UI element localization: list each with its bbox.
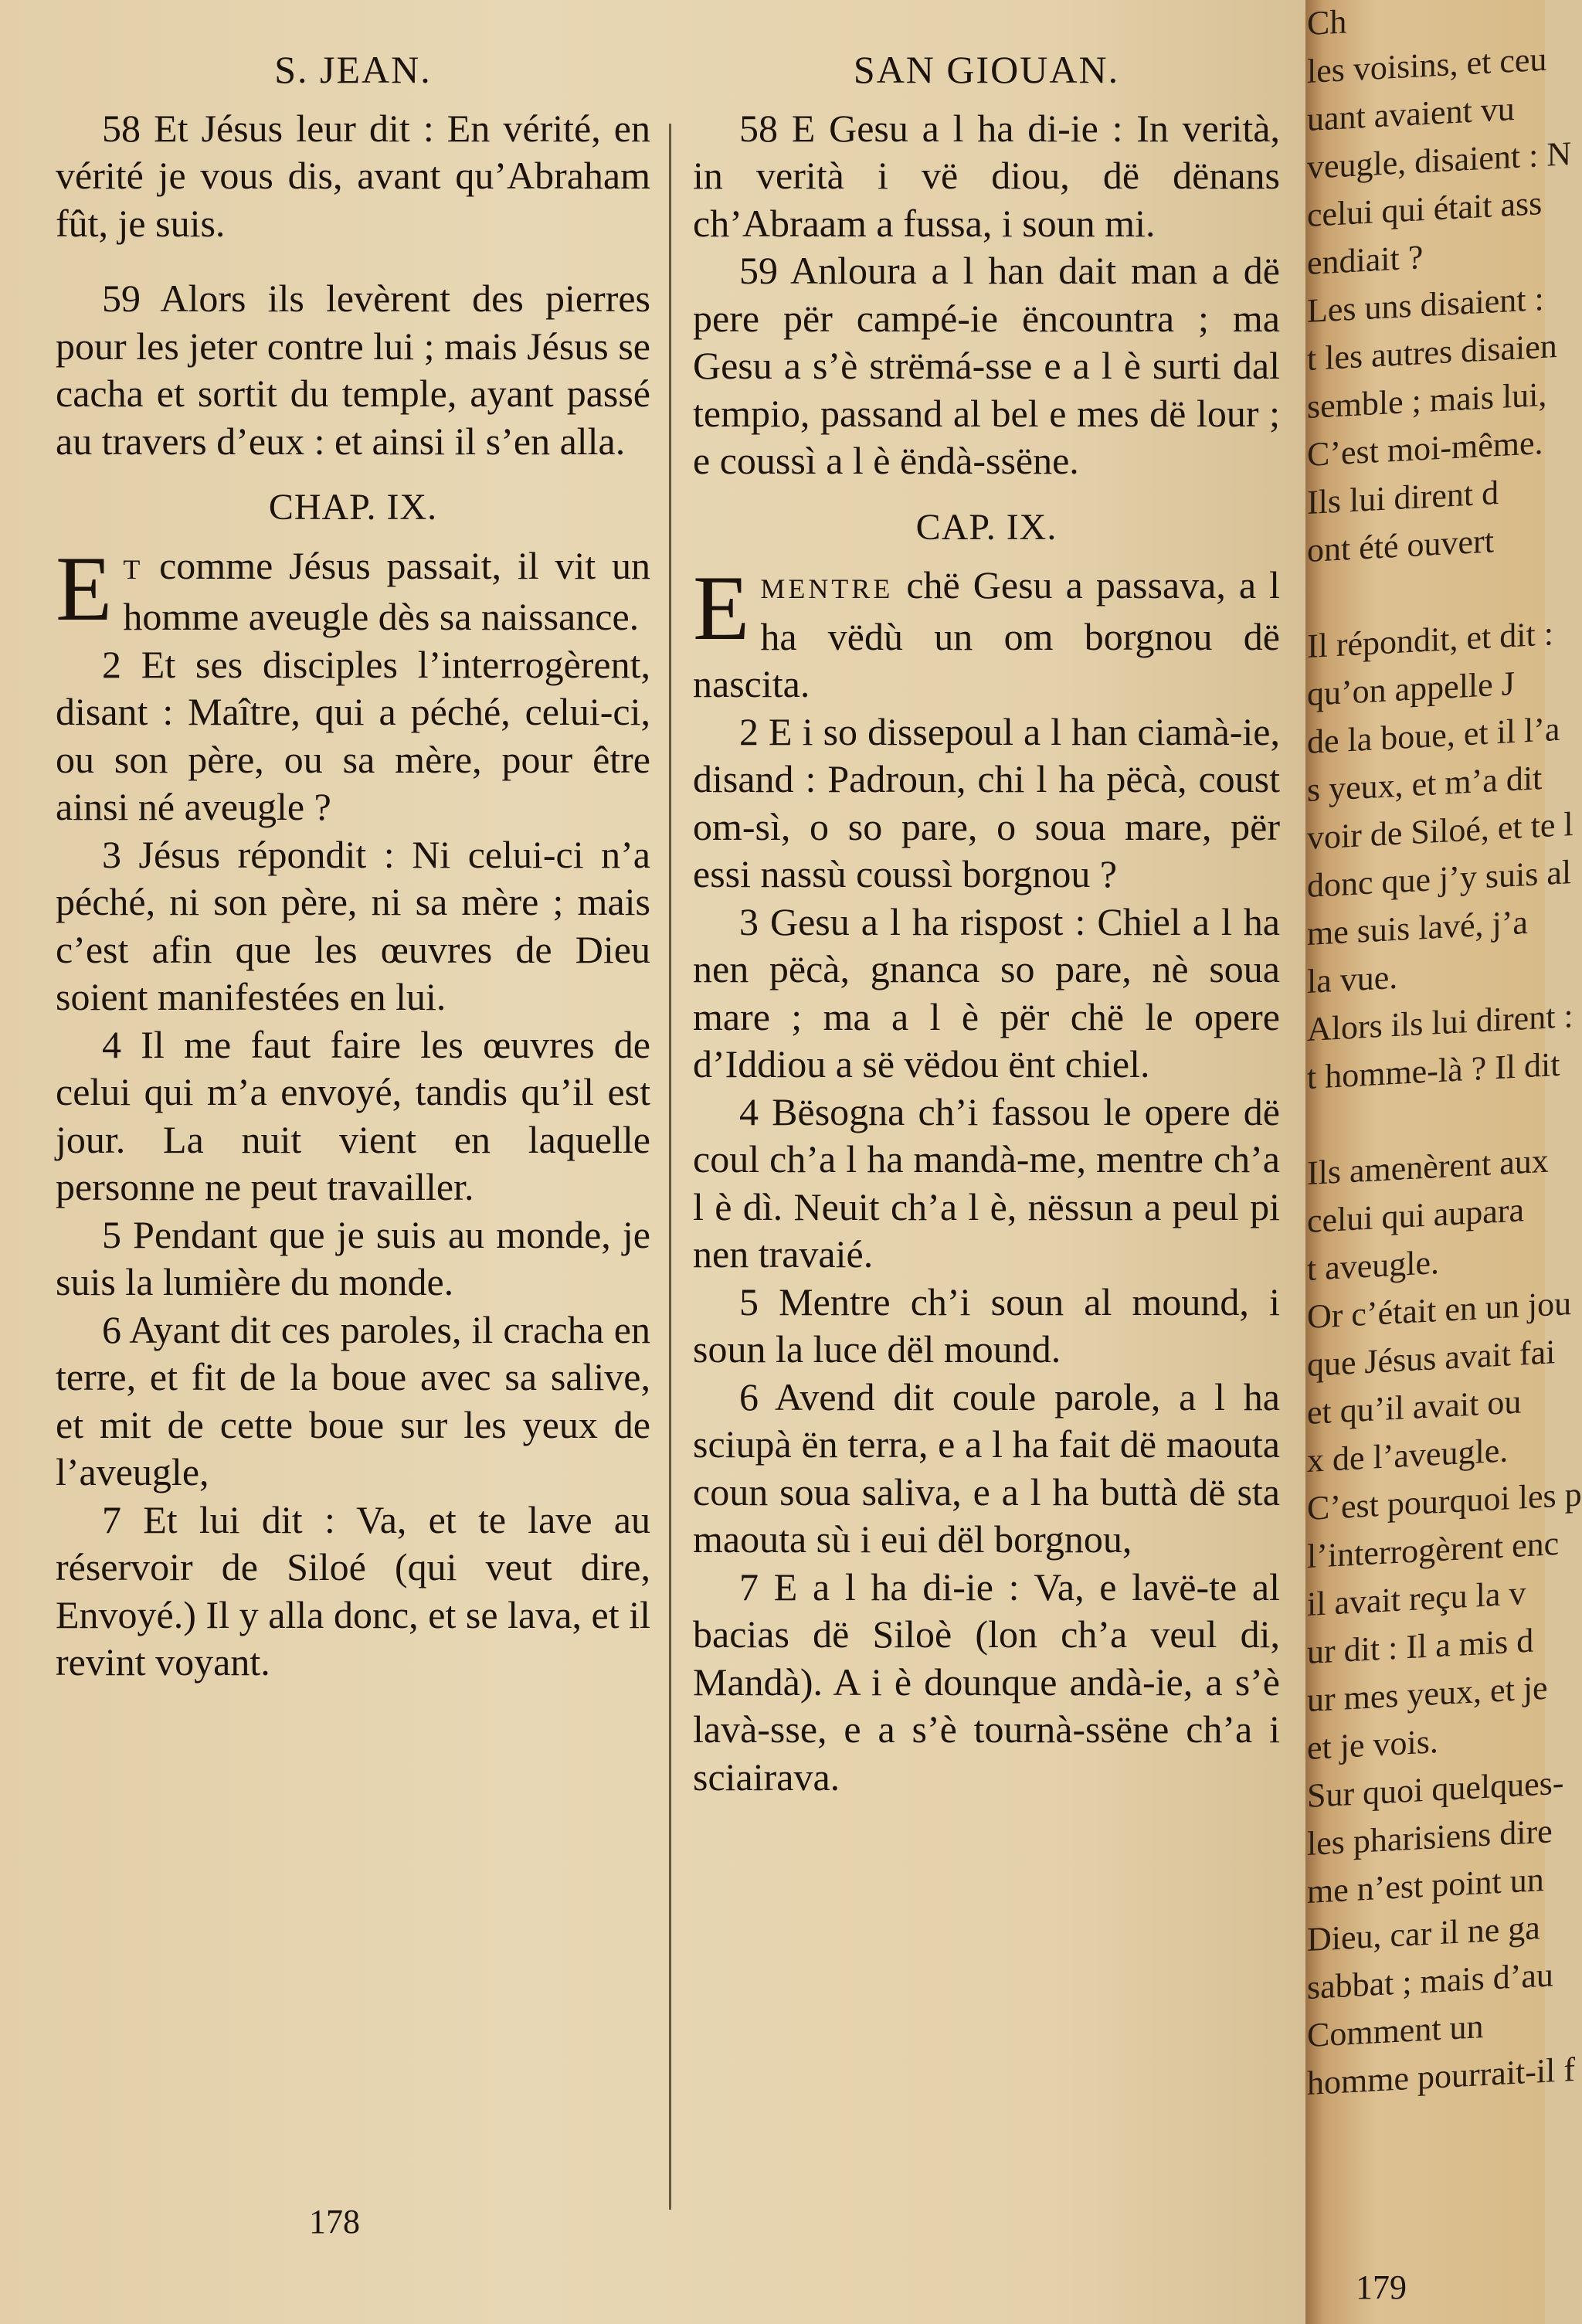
edge-text-line: x de l’aveugle. [1307,1431,1509,1480]
right-verses-before [693,105,1280,485]
edge-text-line: me n’est point un [1307,1860,1544,1911]
opening-text: comme Jésus passait, il vit un homme aveugle dès sa naissance. [123,543,650,638]
edge-text-line: Comment un [1307,2007,1484,2054]
next-page-edge [1305,0,1582,2324]
edge-text-line: C’est pourquoi les p [1307,1475,1582,1527]
edge-text-line: me suis lavé, j’a [1307,903,1528,953]
edge-text-line: t aveugle. [1307,1243,1440,1288]
edge-text-line: Ils lui dirent d [1307,473,1499,522]
drop-cap: E [56,536,113,640]
verse: 4 Il me faut faire les œuvres de celui qui m’a envoyé, tandis qu’il est jour. La nuit vient en laquelle personne ne peut travailler. [56,1022,650,1208]
edge-text-line: t les autres disaien [1307,327,1557,378]
verse: 3 Gesu a l ha rispost : Chiel a l ha nen pëcà, gnanca so pare, nè soua mare ; ma a l è për chë le opere d’Iddiou a së vëdou ënt chiel. [693,899,1280,1086]
edge-text-line: l’interrogèrent enc [1307,1524,1560,1575]
right-chapter-opening [693,556,1280,708]
small-caps-lead: MENTRE [760,573,894,604]
left-chapter-opening [56,536,650,641]
small-caps-lead: T [123,553,144,585]
edge-text-line: qu’on appelle J [1307,664,1515,713]
edge-text-line: que Jésus avait fai [1307,1333,1556,1384]
edge-text-line: Dieu, car il ne ga [1307,1908,1540,1959]
edge-text-line: ur mes yeux, et je [1307,1668,1548,1719]
edge-text-line: Or c’était en un jou [1307,1284,1572,1336]
edge-text-line: homme pourrait-il f [1307,2050,1576,2102]
next-page-text [1307,0,1582,2108]
verse: 4 Bësogna ch’i fassou le opere dë coul ch’a l ha mandà-me, mentre ch’a l è dì. Neuit ch’a l è, nëssun a peul pi nen travaié. [693,1089,1280,1276]
edge-text-line: t homme-là ? Il dit [1307,1045,1560,1096]
edge-text-line: celui qui était ass [1307,184,1543,234]
edge-text-line: s yeux, et m’a dit [1307,759,1543,809]
left-page-number: 178 [309,2203,360,2241]
edge-text-line: et je vois. [1307,1722,1438,1767]
edge-text-line: Alors ils lui dirent : [1307,996,1574,1048]
right-page-number: 179 [1356,2268,1407,2306]
verse: 59 Anloura a l han dait man a dë pere për campé-ie ëncountra ; ma Gesu a s’è strëmá-sse e a l è surti dal tempio, passand al bel e mes dë lour ; e coussì a l è ëndà-ssëne. [693,249,1280,482]
verse: 6 Avend dit coule parole, a l ha sciupà ën terra, e a l ha fait dë maouta coun soua saliva, e a l ha buttà dë sta maouta sù i eui dël borgnou, [693,1374,1280,1561]
edge-text-line: voir de Siloé, et te l [1307,804,1574,857]
right-verses [693,708,1280,1802]
edge-text-line: ur dit : Il a mis d [1307,1621,1534,1671]
edge-text-line: donc que j’y suis al [1307,853,1572,905]
edge-text-line: uant avaient vu [1307,89,1515,138]
edge-text-line: sabbat ; mais d’au [1307,1955,1553,2006]
edge-text-line: Ch [1307,2,1347,43]
edge-text-line: Ils amenèrent aux [1307,1141,1549,1192]
left-verses-before [56,105,650,466]
left-verses [56,641,650,1687]
edge-text-line: C’est moi-même. [1307,423,1543,474]
right-chapter-title: CAP. IX. [915,506,1057,548]
edge-text-line: et qu’il avait ou [1307,1382,1522,1432]
edge-text-line: celui qui aupara [1307,1191,1524,1240]
verse: 58 Et Jésus leur dit : En vérité, en vérité je vous dis, avant qu’Abraham fût, je suis. [56,106,650,245]
verse: 59 Alors ils levèrent des pierres pour les jeter contre lui ; mais Jésus se cacha et sortit du temple, ayant passé au travers d’eux : et ainsi il s’en alla. [56,277,650,463]
edge-text-line: les pharisiens dire [1307,1812,1553,1863]
right-page-column [693,46,1280,1801]
edge-text-line: les voisins, et ceu [1307,39,1547,90]
verse: 5 Mentre ch’i soun al mound, i soun la luce dël mound. [693,1279,1280,1371]
edge-text-line: Sur quoi quelques- [1307,1763,1564,1815]
column-divider [669,124,671,2210]
verse: 2 Et ses disciples l’interrogèrent, disant : Maître, qui a péché, celui-ci, ou son père, ou sa mère, pour être ainsi né aveugle ? [56,642,650,828]
edge-text-line: Il répondit, et dit : [1307,614,1553,665]
verse: 58 E Gesu a l ha di-ie : In verità, in verità i vë diou, dë dënans ch’Abraam a fussa, i soun mi. [693,106,1280,245]
edge-text-line: veugle, disaient : N [1307,134,1572,186]
verse: 7 E a l ha di-ie : Va, e lavë-te al bacias dë Siloè (lon ch’a veul di, Mandà). A i è dounque andà-ie, a s’è lavà-sse, e a s’è tournà-ssëne ch’a i sciairava. [693,1565,1280,1799]
left-page-column [56,46,650,1687]
edge-text-line: semble ; mais lui, [1307,375,1547,426]
verse: 5 Pendant que je suis au monde, je suis la lumière du monde. [56,1212,650,1303]
verse: 3 Jésus répondit : Ni celui-ci n’a péché, ni son père, ni sa mère ; mais c’est afin que les œuvres de Dieu soient manifestées en lui. [56,832,650,1018]
left-page-header: S. JEAN. [274,48,432,91]
verse: 2 E i so dissepoul a l han ciamà-ie, disand : Padroun, chi l ha pëcà, coust om-sì, o so pare, o soua mare, për essi nassù coussì borgnou ? [693,709,1280,895]
edge-text-line: Les uns disaient : [1307,279,1544,330]
edge-text-line: il avait reçu la v [1307,1574,1526,1623]
edge-text-line: la vue. [1307,957,1398,1001]
verse: 6 Ayant dit ces paroles, il cracha en terre, et fit de la boue avec sa salive, et mit de cette boue sur les yeux de l’aveugle, [56,1307,650,1493]
drop-cap: E [693,556,750,659]
right-page-header: SAN GIOUAN. [853,48,1120,91]
left-chapter-title: CHAP. IX. [268,487,438,528]
verse: 7 Et lui dit : Va, et te lave au réservoir de Siloé (qui veut dire, Envoyé.) Il y alla donc, et se lava, et il revint voyant. [56,1497,650,1684]
edge-text-line: endiait ? [1307,238,1424,282]
edge-text-line: de la boue, et il l’a [1307,709,1560,761]
opening-text: chë Gesu a passava, a l ha vëdù un om borgnou dë nascita. [693,563,1280,705]
edge-text-line: ont été ouvert [1307,522,1494,569]
